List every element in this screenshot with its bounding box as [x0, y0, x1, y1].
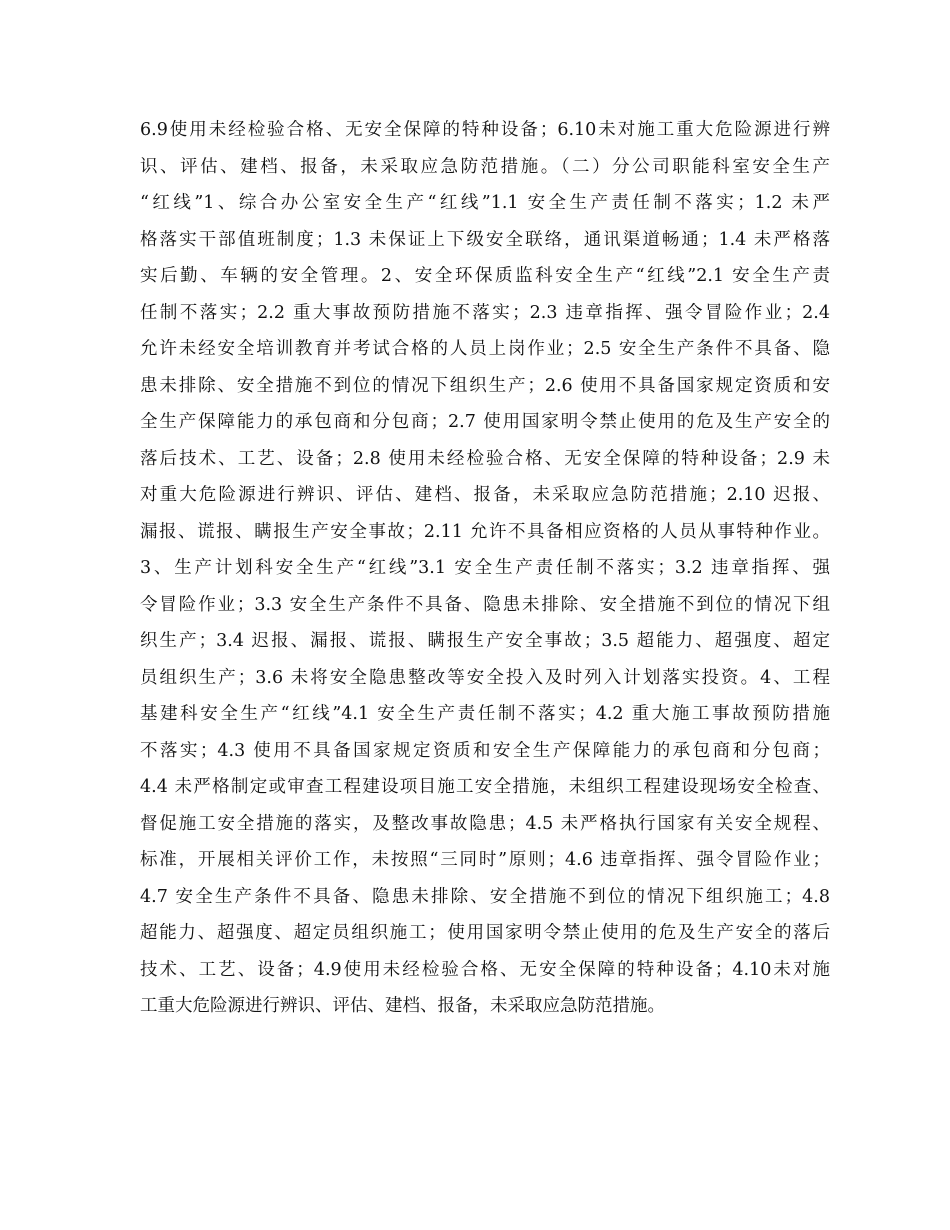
text-line: 漏报、谎报、瞒报生产安全事故；2.11 允许不具备相应资格的人员从事特种作业。 [140, 521, 830, 542]
text-line: 工重大危险源进行辨识、评估、建档、报备，未采取应急防范措施。 [140, 996, 665, 1016]
text-line: 员组织生产；3.6 未将安全隐患整改等安全投入及时列入计划落实投资。4、工程 [140, 667, 830, 688]
text-line: 识、评估、建档、报备，未采取应急防范措施。（二）分公司职能科室安全生产 [140, 156, 830, 177]
text-line: 令冒险作业；3.3 安全生产条件不具备、隐患未排除、安全措施不到位的情况下组 [140, 594, 830, 615]
text-line: 实后勤、车辆的安全管理。2、安全环保质监科安全生产“红线”2.1 安全生产责 [140, 266, 830, 286]
text-line: 4.4 未严格制定或审查工程建设项目施工安全措施，未组织工程建设现场安全检查、 [140, 777, 830, 797]
text-line: “红线”1、综合办公室安全生产“红线”1.1 安全生产责任制不落实；1.2 未严 [140, 193, 830, 213]
text-line: 任制不落实；2.2 重大事故预防措施不落实；2.3 违章指挥、强令冒险作业；2.4 [140, 302, 830, 323]
text-line: 格落实干部值班制度；1.3 未保证上下级安全联络，通讯渠道畅通；1.4 未严格落 [140, 229, 830, 250]
text-line: 标准，开展相关评价工作，未按照“三同时”原则；4.6 违章指挥、强令冒险作业； [140, 850, 830, 870]
text-line: 督促施工安全措施的落实，及整改事故隐患；4.5 未严格执行国家有关安全规程、 [140, 813, 830, 834]
text-line: 4.7 安全生产条件不具备、隐患未排除、安全措施不到位的情况下组织施工；4.8 [140, 886, 830, 907]
text-line: 不落实；4.3 使用不具备国家规定资质和安全生产保障能力的承包商和分包商； [140, 740, 830, 761]
text-line: 落后技术、工艺、设备；2.8 使用未经检验合格、无安全保障的特种设备；2.9 未 [140, 448, 830, 469]
text-line: 超能力、超强度、超定员组织施工；使用国家明令禁止使用的危及生产安全的落后 [140, 923, 830, 943]
text-line: 织生产；3.4 迟报、漏报、谎报、瞒报生产安全事故；3.5 超能力、超强度、超定 [140, 631, 830, 651]
body-text [140, 112, 830, 1025]
text-line: 6.9使用未经检验合格、无安全保障的特种设备；6.10未对施工重大危险源进行辨 [140, 120, 830, 140]
text-line: 全生产保障能力的承包商和分包商；2.7 使用国家明令禁止使用的危及生产安全的 [140, 412, 830, 432]
text-line: 允许未经安全培训教育并考试合格的人员上岗作业；2.5 安全生产条件不具备、隐 [140, 339, 830, 359]
text-line: 技术、工艺、设备；4.9使用未经检验合格、无安全保障的特种设备；4.10未对施 [140, 959, 830, 980]
text-line: 3、生产计划科安全生产“红线”3.1 安全生产责任制不落实；3.2 违章指挥、强 [140, 558, 830, 578]
text-line: 对重大危险源进行辨识、评估、建档、报备，未采取应急防范措施；2.10 迟报、 [140, 485, 830, 505]
text-line: 患未排除、安全措施不到位的情况下组织生产；2.6 使用不具备国家规定资质和安 [140, 375, 830, 396]
text-line: 基建科安全生产“红线”4.1 安全生产责任制不落实；4.2 重大施工事故预防措施 [140, 704, 830, 724]
